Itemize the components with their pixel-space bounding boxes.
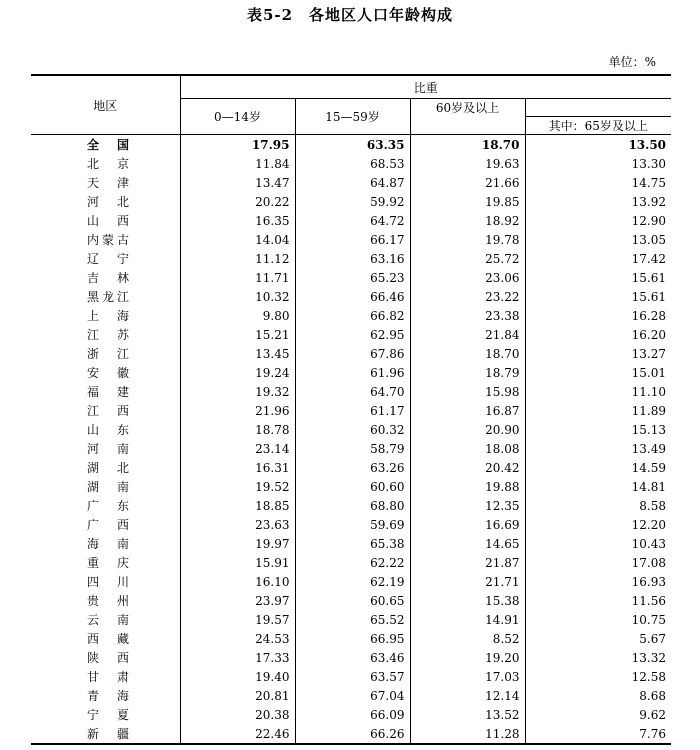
table-row xyxy=(31,686,671,705)
region-cell xyxy=(31,648,180,667)
table-header xyxy=(31,75,671,135)
region-cell xyxy=(31,154,180,173)
value-0-14-cell: 24.53 xyxy=(180,629,295,648)
region-name: 宁夏 xyxy=(87,708,129,722)
value-0-14-cell: 19.52 xyxy=(180,477,295,496)
value-65-plus-cell: 16.20 xyxy=(525,325,671,344)
value-0-14-cell: 22.46 xyxy=(180,724,295,744)
value-15-59-cell: 58.79 xyxy=(295,439,410,458)
region-cell xyxy=(31,705,180,724)
value-60-plus-cell: 16.87 xyxy=(410,401,525,420)
region-cell xyxy=(31,192,180,211)
value-0-14-cell: 23.63 xyxy=(180,515,295,534)
region-cell xyxy=(31,401,180,420)
value-65-plus-cell: 7.76 xyxy=(525,724,671,744)
value-0-14-cell: 19.24 xyxy=(180,363,295,382)
value-0-14-cell: 17.33 xyxy=(180,648,295,667)
value-60-plus-cell: 20.42 xyxy=(410,458,525,477)
table-row xyxy=(31,325,671,344)
region-cell xyxy=(31,344,180,363)
region-name: 上海 xyxy=(87,309,129,323)
table-row xyxy=(31,515,671,534)
value-15-59-cell: 66.95 xyxy=(295,629,410,648)
table-row xyxy=(31,249,671,268)
table-row xyxy=(31,496,671,515)
region-cell xyxy=(31,382,180,401)
table-row xyxy=(31,724,671,744)
value-15-59-cell: 59.92 xyxy=(295,192,410,211)
value-15-59-cell: 62.95 xyxy=(295,325,410,344)
value-0-14-cell: 18.85 xyxy=(180,496,295,515)
value-60-plus-cell: 18.92 xyxy=(410,211,525,230)
value-65-plus-cell: 17.42 xyxy=(525,249,671,268)
region-cell xyxy=(31,477,180,496)
value-0-14-cell: 15.21 xyxy=(180,325,295,344)
value-65-plus-cell: 11.89 xyxy=(525,401,671,420)
value-0-14-cell: 13.47 xyxy=(180,173,295,192)
region-name: 山东 xyxy=(87,423,129,437)
region-name: 江西 xyxy=(87,404,129,418)
value-15-59-cell: 61.17 xyxy=(295,401,410,420)
value-0-14-cell: 15.91 xyxy=(180,553,295,572)
value-65-plus-cell: 14.81 xyxy=(525,477,671,496)
value-15-59-cell: 68.53 xyxy=(295,154,410,173)
value-65-plus-cell: 14.59 xyxy=(525,458,671,477)
value-15-59-cell: 61.96 xyxy=(295,363,410,382)
region-cell xyxy=(31,230,180,249)
region-name: 山西 xyxy=(87,214,129,228)
value-60-plus-cell: 25.72 xyxy=(410,249,525,268)
region-cell xyxy=(31,135,180,155)
value-60-plus-cell: 21.87 xyxy=(410,553,525,572)
header-region: 地区 xyxy=(31,75,180,135)
value-60-plus-cell: 18.70 xyxy=(410,344,525,363)
value-0-14-cell: 16.31 xyxy=(180,458,295,477)
value-15-59-cell: 62.19 xyxy=(295,572,410,591)
region-name: 四川 xyxy=(87,575,129,589)
value-60-plus-cell: 14.65 xyxy=(410,534,525,553)
region-name: 内蒙古 xyxy=(87,233,129,247)
value-60-plus-cell: 12.35 xyxy=(410,496,525,515)
region-name: 黑龙江 xyxy=(87,290,129,304)
value-60-plus-cell: 14.91 xyxy=(410,610,525,629)
region-cell xyxy=(31,667,180,686)
value-15-59-cell: 62.22 xyxy=(295,553,410,572)
region-cell xyxy=(31,249,180,268)
value-60-plus-cell: 18.70 xyxy=(410,135,525,155)
value-15-59-cell: 64.87 xyxy=(295,173,410,192)
value-15-59-cell: 63.57 xyxy=(295,667,410,686)
table-row xyxy=(31,610,671,629)
value-65-plus-cell: 5.67 xyxy=(525,629,671,648)
table-row xyxy=(31,534,671,553)
region-name: 贵州 xyxy=(87,594,129,608)
value-0-14-cell: 17.95 xyxy=(180,135,295,155)
value-0-14-cell: 19.97 xyxy=(180,534,295,553)
header-ratio: 比重 xyxy=(180,75,671,99)
value-60-plus-cell: 21.66 xyxy=(410,173,525,192)
value-15-59-cell: 66.17 xyxy=(295,230,410,249)
table-row xyxy=(31,458,671,477)
value-65-plus-cell: 15.13 xyxy=(525,420,671,439)
region-name: 辽宁 xyxy=(87,252,129,266)
table-row xyxy=(31,705,671,724)
value-0-14-cell: 11.71 xyxy=(180,268,295,287)
header-age-60-plus: 60岁及以上 xyxy=(410,99,525,135)
value-65-plus-cell: 8.58 xyxy=(525,496,671,515)
table-body xyxy=(31,135,671,745)
value-60-plus-cell: 21.84 xyxy=(410,325,525,344)
value-15-59-cell: 60.32 xyxy=(295,420,410,439)
value-0-14-cell: 20.81 xyxy=(180,686,295,705)
value-15-59-cell: 65.52 xyxy=(295,610,410,629)
region-cell xyxy=(31,686,180,705)
table-row xyxy=(31,154,671,173)
value-60-plus-cell: 12.14 xyxy=(410,686,525,705)
value-65-plus-cell: 13.05 xyxy=(525,230,671,249)
value-60-plus-cell: 15.38 xyxy=(410,591,525,610)
value-0-14-cell: 19.57 xyxy=(180,610,295,629)
table-row xyxy=(31,591,671,610)
value-0-14-cell: 21.96 xyxy=(180,401,295,420)
value-60-plus-cell: 21.71 xyxy=(410,572,525,591)
value-65-plus-cell: 11.10 xyxy=(525,382,671,401)
region-cell xyxy=(31,724,180,744)
value-60-plus-cell: 19.85 xyxy=(410,192,525,211)
value-15-59-cell: 63.46 xyxy=(295,648,410,667)
value-65-plus-cell: 15.01 xyxy=(525,363,671,382)
value-15-59-cell: 64.72 xyxy=(295,211,410,230)
value-0-14-cell: 16.35 xyxy=(180,211,295,230)
header-age-15-59: 15—59岁 xyxy=(295,99,410,135)
region-name: 河南 xyxy=(87,442,129,456)
value-60-plus-cell: 17.03 xyxy=(410,667,525,686)
table-row xyxy=(31,420,671,439)
value-15-59-cell: 60.60 xyxy=(295,477,410,496)
value-65-plus-cell: 10.75 xyxy=(525,610,671,629)
value-0-14-cell: 13.45 xyxy=(180,344,295,363)
value-60-plus-cell: 11.28 xyxy=(410,724,525,744)
region-name: 云南 xyxy=(87,613,129,627)
value-60-plus-cell: 16.69 xyxy=(410,515,525,534)
region-name: 天津 xyxy=(87,176,129,190)
region-cell xyxy=(31,287,180,306)
value-0-14-cell: 20.38 xyxy=(180,705,295,724)
table-row xyxy=(31,287,671,306)
region-name: 湖南 xyxy=(87,480,129,494)
table-row xyxy=(31,382,671,401)
table-row xyxy=(31,268,671,287)
value-65-plus-cell: 13.49 xyxy=(525,439,671,458)
value-65-plus-cell: 13.30 xyxy=(525,154,671,173)
value-15-59-cell: 65.23 xyxy=(295,268,410,287)
value-15-59-cell: 67.86 xyxy=(295,344,410,363)
region-name: 新疆 xyxy=(87,727,129,741)
region-cell xyxy=(31,534,180,553)
value-65-plus-cell: 9.62 xyxy=(525,705,671,724)
table-row xyxy=(31,401,671,420)
region-name: 北京 xyxy=(87,157,129,171)
value-15-59-cell: 60.65 xyxy=(295,591,410,610)
region-cell xyxy=(31,572,180,591)
value-0-14-cell: 11.84 xyxy=(180,154,295,173)
region-name: 浙江 xyxy=(87,347,129,361)
table-row xyxy=(31,648,671,667)
table-row xyxy=(31,192,671,211)
region-name: 安徽 xyxy=(87,366,129,380)
table-row xyxy=(31,306,671,325)
value-65-plus-cell: 8.68 xyxy=(525,686,671,705)
region-cell xyxy=(31,458,180,477)
value-60-plus-cell: 8.52 xyxy=(410,629,525,648)
value-0-14-cell: 11.12 xyxy=(180,249,295,268)
value-60-plus-cell: 13.52 xyxy=(410,705,525,724)
header-age-0-14: 0—14岁 xyxy=(180,99,295,135)
table-row xyxy=(31,667,671,686)
region-name: 青海 xyxy=(87,689,129,703)
table-row xyxy=(31,629,671,648)
value-65-plus-cell: 13.92 xyxy=(525,192,671,211)
region-name: 甘肃 xyxy=(87,670,129,684)
value-60-plus-cell: 23.22 xyxy=(410,287,525,306)
value-0-14-cell: 16.10 xyxy=(180,572,295,591)
region-name: 海南 xyxy=(87,537,129,551)
value-15-59-cell: 66.82 xyxy=(295,306,410,325)
region-name: 湖北 xyxy=(87,461,129,475)
value-15-59-cell: 66.26 xyxy=(295,724,410,744)
region-cell xyxy=(31,325,180,344)
region-cell xyxy=(31,363,180,382)
value-0-14-cell: 14.04 xyxy=(180,230,295,249)
value-65-plus-cell: 15.61 xyxy=(525,268,671,287)
table-title: 表5-2 各地区人口年龄构成 xyxy=(246,6,454,24)
region-cell xyxy=(31,515,180,534)
table-row xyxy=(31,211,671,230)
value-60-plus-cell: 15.98 xyxy=(410,382,525,401)
value-65-plus-cell: 13.27 xyxy=(525,344,671,363)
value-15-59-cell: 63.16 xyxy=(295,249,410,268)
value-15-59-cell: 63.35 xyxy=(295,135,410,155)
value-65-plus-cell: 13.32 xyxy=(525,648,671,667)
value-65-plus-cell: 12.90 xyxy=(525,211,671,230)
value-65-plus-cell: 10.43 xyxy=(525,534,671,553)
header-spacer xyxy=(525,99,671,117)
table-row xyxy=(31,553,671,572)
region-name: 吉林 xyxy=(87,271,129,285)
table-row xyxy=(31,135,671,155)
region-cell xyxy=(31,439,180,458)
region-cell xyxy=(31,420,180,439)
value-65-plus-cell: 13.50 xyxy=(525,135,671,155)
table-row xyxy=(31,230,671,249)
value-60-plus-cell: 23.38 xyxy=(410,306,525,325)
value-0-14-cell: 19.40 xyxy=(180,667,295,686)
value-15-59-cell: 65.38 xyxy=(295,534,410,553)
region-cell xyxy=(31,306,180,325)
region-name: 重庆 xyxy=(87,556,129,570)
region-name: 广东 xyxy=(87,499,129,513)
population-age-table xyxy=(31,74,671,745)
value-60-plus-cell: 19.88 xyxy=(410,477,525,496)
region-name: 福建 xyxy=(87,385,129,399)
value-60-plus-cell: 23.06 xyxy=(410,268,525,287)
region-cell xyxy=(31,268,180,287)
value-65-plus-cell: 17.08 xyxy=(525,553,671,572)
table-row xyxy=(31,572,671,591)
value-65-plus-cell: 16.28 xyxy=(525,306,671,325)
table-row xyxy=(31,477,671,496)
value-65-plus-cell: 14.75 xyxy=(525,173,671,192)
value-15-59-cell: 66.09 xyxy=(295,705,410,724)
region-cell xyxy=(31,496,180,515)
region-cell xyxy=(31,591,180,610)
region-cell xyxy=(31,610,180,629)
region-name: 陕西 xyxy=(87,651,129,665)
value-0-14-cell: 9.80 xyxy=(180,306,295,325)
value-0-14-cell: 18.78 xyxy=(180,420,295,439)
region-name: 江苏 xyxy=(87,328,129,342)
value-65-plus-cell: 15.61 xyxy=(525,287,671,306)
header-age-65-plus: 其中：65岁及以上 xyxy=(525,117,671,135)
region-name: 广西 xyxy=(87,518,129,532)
value-65-plus-cell: 12.58 xyxy=(525,667,671,686)
table-row xyxy=(31,363,671,382)
region-cell xyxy=(31,211,180,230)
value-60-plus-cell: 20.90 xyxy=(410,420,525,439)
unit-label: 单位：% xyxy=(608,55,656,69)
value-15-59-cell: 59.69 xyxy=(295,515,410,534)
table-row xyxy=(31,173,671,192)
value-65-plus-cell: 16.93 xyxy=(525,572,671,591)
value-0-14-cell: 23.14 xyxy=(180,439,295,458)
region-name: 西藏 xyxy=(87,632,129,646)
value-15-59-cell: 64.70 xyxy=(295,382,410,401)
value-0-14-cell: 19.32 xyxy=(180,382,295,401)
value-15-59-cell: 66.46 xyxy=(295,287,410,306)
value-15-59-cell: 63.26 xyxy=(295,458,410,477)
value-0-14-cell: 10.32 xyxy=(180,287,295,306)
value-60-plus-cell: 19.78 xyxy=(410,230,525,249)
region-cell xyxy=(31,629,180,648)
value-60-plus-cell: 18.08 xyxy=(410,439,525,458)
region-cell xyxy=(31,173,180,192)
value-65-plus-cell: 11.56 xyxy=(525,591,671,610)
table-row xyxy=(31,344,671,363)
region-name: 河北 xyxy=(87,195,129,209)
value-15-59-cell: 67.04 xyxy=(295,686,410,705)
value-60-plus-cell: 18.79 xyxy=(410,363,525,382)
region-name: 全国 xyxy=(87,138,129,152)
value-15-59-cell: 68.80 xyxy=(295,496,410,515)
region-cell xyxy=(31,553,180,572)
value-60-plus-cell: 19.20 xyxy=(410,648,525,667)
table-row xyxy=(31,439,671,458)
value-0-14-cell: 23.97 xyxy=(180,591,295,610)
value-60-plus-cell: 19.63 xyxy=(410,154,525,173)
value-0-14-cell: 20.22 xyxy=(180,192,295,211)
value-65-plus-cell: 12.20 xyxy=(525,515,671,534)
